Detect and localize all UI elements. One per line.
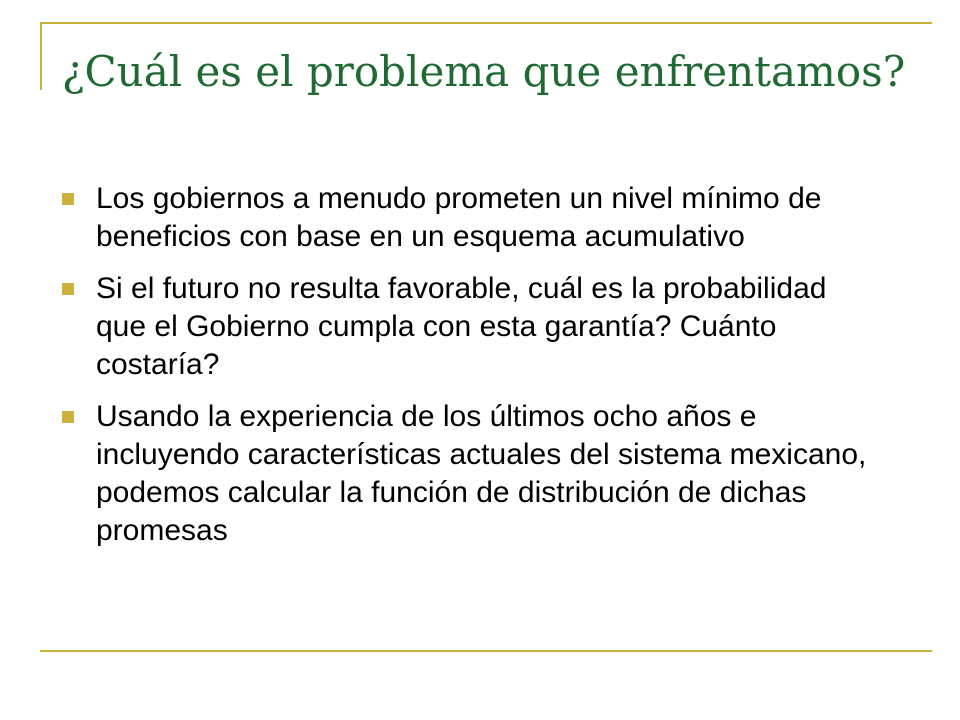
bullet-text-2: Si el futuro no resulta favorable, cuál es la probabilidad que el Gobierno cumpla con esta garantía? Cuánto costaría? xyxy=(96,272,827,381)
bullet-item-3 xyxy=(62,398,882,550)
left-rule xyxy=(40,22,42,90)
slide-title: ¿Cuál es el problema que enfrentamos? xyxy=(62,47,906,96)
square-bullet-icon xyxy=(62,193,74,205)
bullet-text-1: Los gobiernos a menudo prometen un nivel mínimo de beneficios con base en un esquema acumulativo xyxy=(96,182,822,253)
square-bullet-icon xyxy=(62,411,74,423)
bullet-item-1 xyxy=(62,180,882,256)
bullet-list xyxy=(62,180,882,564)
bullet-item-2 xyxy=(62,270,882,384)
bullet-text-3: Usando la experiencia de los últimos ocho años e incluyendo características actuales del sistema mexicano, podemos calcular la función de distribución de dichas promesas xyxy=(96,400,867,547)
bottom-rule xyxy=(40,650,932,652)
top-rule xyxy=(40,22,932,24)
square-bullet-icon xyxy=(62,283,74,295)
